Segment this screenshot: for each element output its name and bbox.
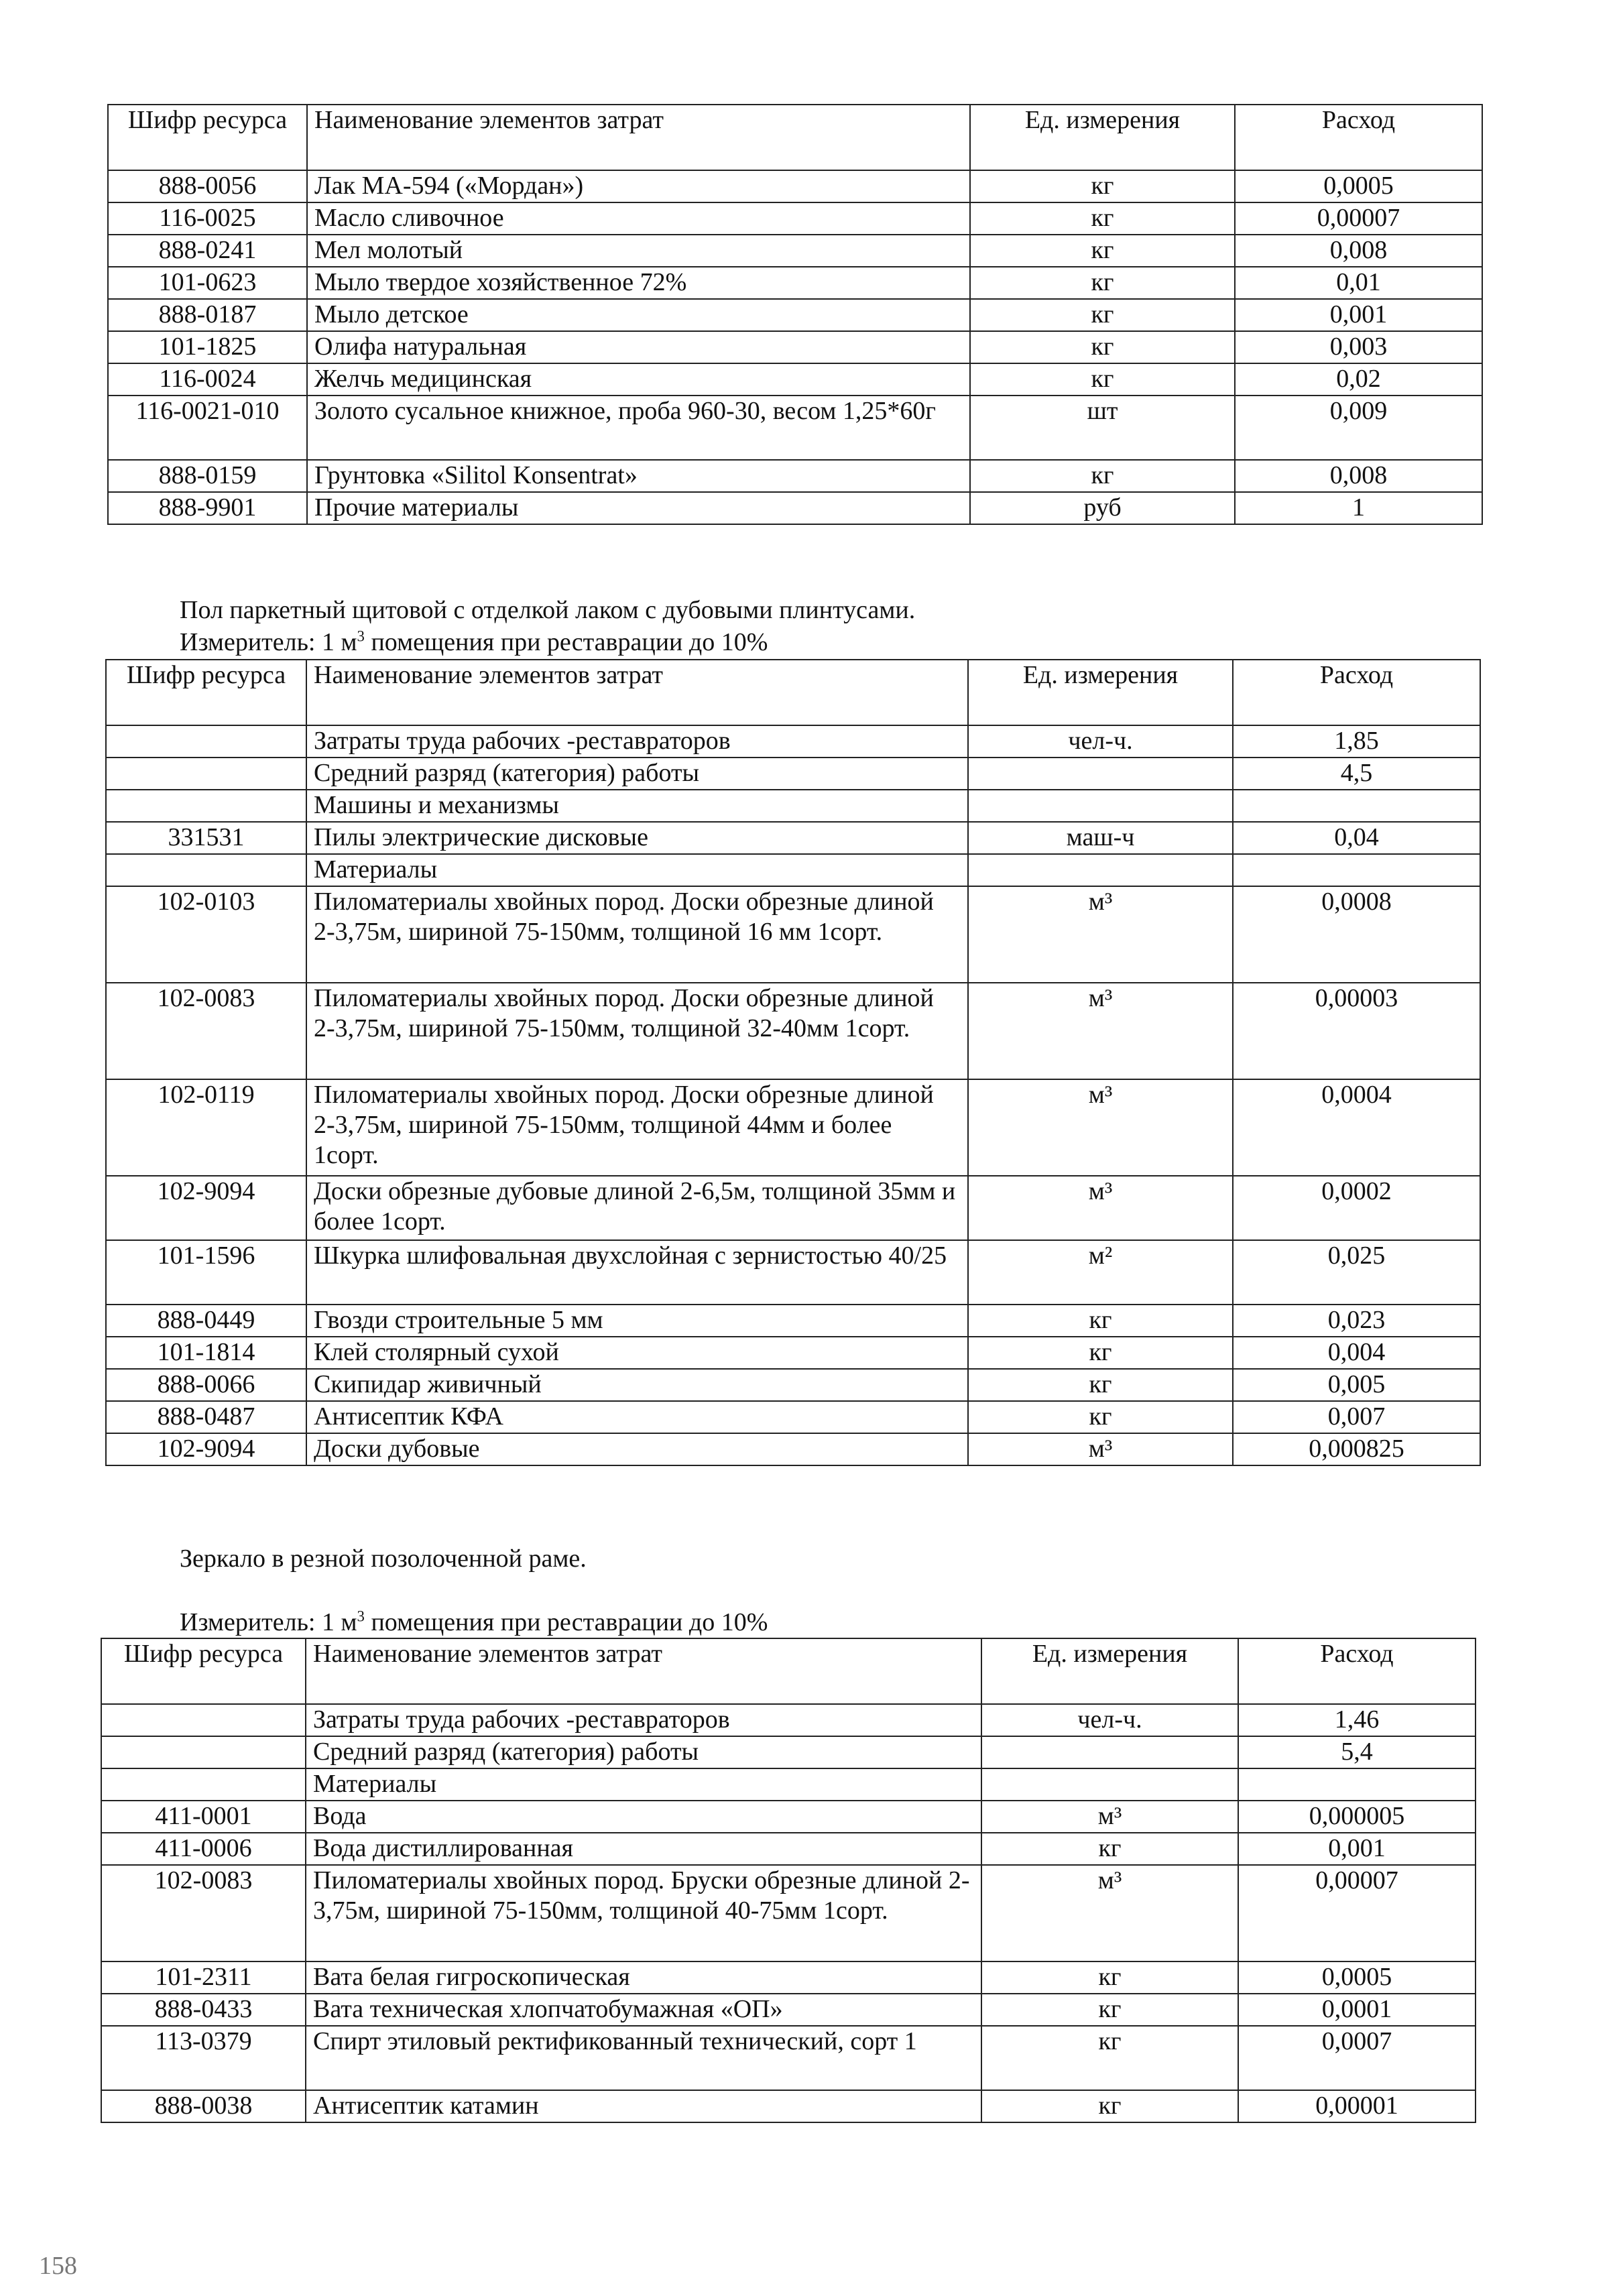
cell-name: Материалы [306,1768,981,1801]
cell-value: 0,0004 [1233,1079,1480,1176]
table-row [101,1801,1476,1833]
cell-unit: м² [968,1240,1233,1305]
cell-code: 116-0024 [108,363,307,396]
cell-code: 888-0159 [108,460,307,492]
cell-value: 1,85 [1233,725,1480,758]
table-row [106,1079,1480,1176]
cell-value: 0,001 [1238,1833,1476,1865]
measure-line: Измеритель: 1 $м^3$ помещения при реставрации до 10% [180,1608,768,1636]
cell-unit: кг [970,331,1235,363]
table-header-row [108,105,1482,170]
cell-code: 102-0083 [101,1865,306,1961]
cell-value: 0,00003 [1233,983,1480,1079]
cell-unit [981,1768,1238,1801]
cell-unit: чел-ч. [968,725,1233,758]
table-row [108,460,1482,492]
table-row [108,492,1482,524]
cell-code: 101-1596 [106,1240,306,1305]
cell-unit: кг [981,2090,1238,2122]
header-name: Наименование элементов затрат [307,105,970,170]
cell-value: 0,023 [1233,1305,1480,1337]
cell-unit: кг [970,363,1235,396]
cell-code: 331531 [106,822,306,854]
header-value: Расход [1233,660,1480,725]
cell-value: 0,005 [1233,1369,1480,1401]
table-row [108,299,1482,331]
header-name: Наименование элементов затрат [306,1638,981,1704]
table-row [101,2090,1476,2122]
cell-unit: кг [981,1961,1238,1994]
cell-value: 0,04 [1233,822,1480,854]
cell-code [101,1768,306,1801]
cell-code: 888-0187 [108,299,307,331]
cell-code: 101-1814 [106,1337,306,1369]
cell-value: 0,004 [1233,1337,1480,1369]
cell-value: 0,000005 [1238,1801,1476,1833]
header-unit: Ед. измерения [981,1638,1238,1704]
cell-value: 0,01 [1235,267,1482,299]
materials-table-2 [105,659,1481,1466]
cell-code: 113-0379 [101,2026,306,2090]
cell-value: 4,5 [1233,758,1480,790]
cell-unit: маш-ч [968,822,1233,854]
cell-unit: кг [981,1833,1238,1865]
cell-value: 0,0002 [1233,1176,1480,1240]
cell-name: Спирт этиловый ректификованный технический, сорт 1 [306,2026,981,2090]
cell-code [106,758,306,790]
cell-value: 0,0008 [1233,886,1480,983]
cell-code: 888-0449 [106,1305,306,1337]
cell-unit: м³ [981,1801,1238,1833]
cell-name: Пиломатериалы хвойных пород. Бруски обрезные длиной 2-3,75м, шириной 75-150мм, толщиной 40-75мм 1сорт. [306,1865,981,1961]
cell-name: Желчь медицинская [307,363,970,396]
cell-code [101,1736,306,1768]
cell-value: 5,4 [1238,1736,1476,1768]
cell-unit: чел-ч. [981,1704,1238,1736]
cell-value: 0,0005 [1238,1961,1476,1994]
cell-name: Мыло детское [307,299,970,331]
table-row [101,1865,1476,1961]
cell-name: Грунтовка «Silitol Konsentrat» [307,460,970,492]
table-row [108,202,1482,235]
cell-name: Средний разряд (категория) работы [306,758,968,790]
table-row [106,1369,1480,1401]
section-title: Пол паркетный щитовой с отделкой лаком с дубовыми плинтусами. [180,596,916,624]
table-header-row [106,660,1480,725]
cell-value: 0,008 [1235,235,1482,267]
cell-value: 0,0001 [1238,1994,1476,2026]
cell-unit: кг [968,1401,1233,1433]
table-row [106,983,1480,1079]
cell-name: Гвозди строительные 5 мм [306,1305,968,1337]
section-title: Зеркало в резной позолоченной раме. [180,1545,587,1573]
cell-unit: кг [970,267,1235,299]
cell-code: 888-0066 [106,1369,306,1401]
cell-code: 101-2311 [101,1961,306,1994]
cell-name: Пиломатериалы хвойных пород. Доски обрезные длиной 2-3,75м, шириной 75-150мм, толщиной 44мм и более 1сорт. [306,1079,968,1176]
cell-value: 0,009 [1235,396,1482,460]
cell-code: 411-0006 [101,1833,306,1865]
cell-unit: руб [970,492,1235,524]
cell-code [101,1704,306,1736]
table-row [101,2026,1476,2090]
cell-unit [968,854,1233,886]
table-row [106,1337,1480,1369]
table-row [106,1401,1480,1433]
table-row [101,1833,1476,1865]
table-row [106,822,1480,854]
cell-name: Олифа натуральная [307,331,970,363]
header-unit: Ед. измерения [970,105,1235,170]
cell-unit: м³ [968,1079,1233,1176]
cell-unit [968,758,1233,790]
measure-line: Измеритель: 1 $м^3$ помещения при реставрации до 10% [180,627,768,656]
table-row [106,1305,1480,1337]
cell-unit: м³ [968,886,1233,983]
cell-value: 0,0007 [1238,2026,1476,2090]
cell-code: 101-0623 [108,267,307,299]
cell-unit: кг [970,235,1235,267]
cell-name: Шкурка шлифовальная двухслойная с зернистостью 40/25 [306,1240,968,1305]
cell-unit: кг [968,1305,1233,1337]
cell-value: 0,003 [1235,331,1482,363]
cell-unit: м³ [968,983,1233,1079]
cell-unit [981,1736,1238,1768]
cell-name: Средний разряд (категория) работы [306,1736,981,1768]
cell-value [1233,854,1480,886]
cell-value: 0,008 [1235,460,1482,492]
cell-name: Прочие материалы [307,492,970,524]
table-row [106,1240,1480,1305]
cell-name: Затраты труда рабочих -реставраторов [306,1704,981,1736]
header-unit: Ед. измерения [968,660,1233,725]
cell-name: Мел молотый [307,235,970,267]
table-row [108,331,1482,363]
cell-value: 0,007 [1233,1401,1480,1433]
cell-value: 0,025 [1233,1240,1480,1305]
cell-name: Вата техническая хлопчатобумажная «ОП» [306,1994,981,2026]
cell-name: Вода [306,1801,981,1833]
cell-code: 888-0056 [108,170,307,202]
cell-unit: кг [970,170,1235,202]
cell-value [1233,790,1480,822]
table-row [108,396,1482,460]
cell-name: Мыло твердое хозяйственное 72% [307,267,970,299]
table-row [108,363,1482,396]
cell-code: 411-0001 [101,1801,306,1833]
cell-code: 888-0241 [108,235,307,267]
cell-value: 1 [1235,492,1482,524]
cell-unit: м³ [981,1865,1238,1961]
cell-unit: кг [970,460,1235,492]
page-number: 158 [39,2252,77,2280]
table-row [101,1768,1476,1801]
cell-name: Лак МА-594 («Мордан») [307,170,970,202]
cell-code [106,725,306,758]
materials-table-1 [107,104,1483,525]
cell-value: 0,0005 [1235,170,1482,202]
cell-code: 116-0021-010 [108,396,307,460]
cell-value: 0,001 [1235,299,1482,331]
cell-value: 1,46 [1238,1704,1476,1736]
cell-name: Пилы электрические дисковые [306,822,968,854]
cell-code: 102-0119 [106,1079,306,1176]
cell-unit: кг [970,202,1235,235]
materials-table-3 [101,1638,1476,2123]
cell-code: 888-0433 [101,1994,306,2026]
cell-code: 116-0025 [108,202,307,235]
table-row [106,1433,1480,1465]
materials-table-2-wrap [105,659,1480,1466]
cell-name: Доски дубовые [306,1433,968,1465]
cell-name: Клей столярный сухой [306,1337,968,1369]
cell-name: Золото сусальное книжное, проба 960-30, весом 1,25*60г [307,396,970,460]
table-row [101,1736,1476,1768]
cell-name: Вата белая гигроскопическая [306,1961,981,1994]
cell-code: 101-1825 [108,331,307,363]
cell-name: Машины и механизмы [306,790,968,822]
cell-name: Затраты труда рабочих -реставраторов [306,725,968,758]
cell-unit: м³ [968,1176,1233,1240]
table-header-row [101,1638,1476,1704]
cell-code: 102-0083 [106,983,306,1079]
table-row [106,886,1480,983]
cell-name: Скипидар живичный [306,1369,968,1401]
cell-unit: кг [981,1994,1238,2026]
cell-code [106,854,306,886]
table-row [101,1961,1476,1994]
cell-unit: кг [970,299,1235,331]
table-row [101,1994,1476,2026]
cell-code: 102-0103 [106,886,306,983]
cell-code: 888-0487 [106,1401,306,1433]
cell-code: 102-9094 [106,1176,306,1240]
cell-code [106,790,306,822]
header-code: Шифр ресурса [108,105,307,170]
cell-value: 0,02 [1235,363,1482,396]
table-row [106,758,1480,790]
cell-unit [968,790,1233,822]
cell-unit: кг [968,1369,1233,1401]
header-value: Расход [1235,105,1482,170]
materials-table-1-wrap [107,104,1482,525]
cell-name: Вода дистиллированная [306,1833,981,1865]
cell-unit: шт [970,396,1235,460]
cell-code: 102-9094 [106,1433,306,1465]
table-row [101,1704,1476,1736]
table-row [106,1176,1480,1240]
cell-value: 0,000825 [1233,1433,1480,1465]
materials-table-3-wrap [101,1638,1475,2123]
table-row [106,725,1480,758]
cell-value: 0,00001 [1238,2090,1476,2122]
cell-name: Масло сливочное [307,202,970,235]
table-row [106,790,1480,822]
table-row [106,854,1480,886]
cell-unit: кг [981,2026,1238,2090]
header-code: Шифр ресурса [106,660,306,725]
header-code: Шифр ресурса [101,1638,306,1704]
table-row [108,170,1482,202]
cell-name: Доски обрезные дубовые длиной 2-6,5м, толщиной 35мм и более 1сорт. [306,1176,968,1240]
table-row [108,267,1482,299]
cell-value: 0,00007 [1235,202,1482,235]
cell-value: 0,00007 [1238,1865,1476,1961]
cell-name: Антисептик катамин [306,2090,981,2122]
header-name: Наименование элементов затрат [306,660,968,725]
cell-name: Антисептик КФА [306,1401,968,1433]
cell-unit: м³ [968,1433,1233,1465]
cell-value [1238,1768,1476,1801]
cell-name: Материалы [306,854,968,886]
header-value: Расход [1238,1638,1476,1704]
cell-code: 888-9901 [108,492,307,524]
cell-code: 888-0038 [101,2090,306,2122]
cell-name: Пиломатериалы хвойных пород. Доски обрезные длиной 2-3,75м, шириной 75-150мм, толщиной 32-40мм 1сорт. [306,983,968,1079]
table-row [108,235,1482,267]
cell-name: Пиломатериалы хвойных пород. Доски обрезные длиной 2-3,75м, шириной 75-150мм, толщиной 16 мм 1сорт. [306,886,968,983]
cell-unit: кг [968,1337,1233,1369]
